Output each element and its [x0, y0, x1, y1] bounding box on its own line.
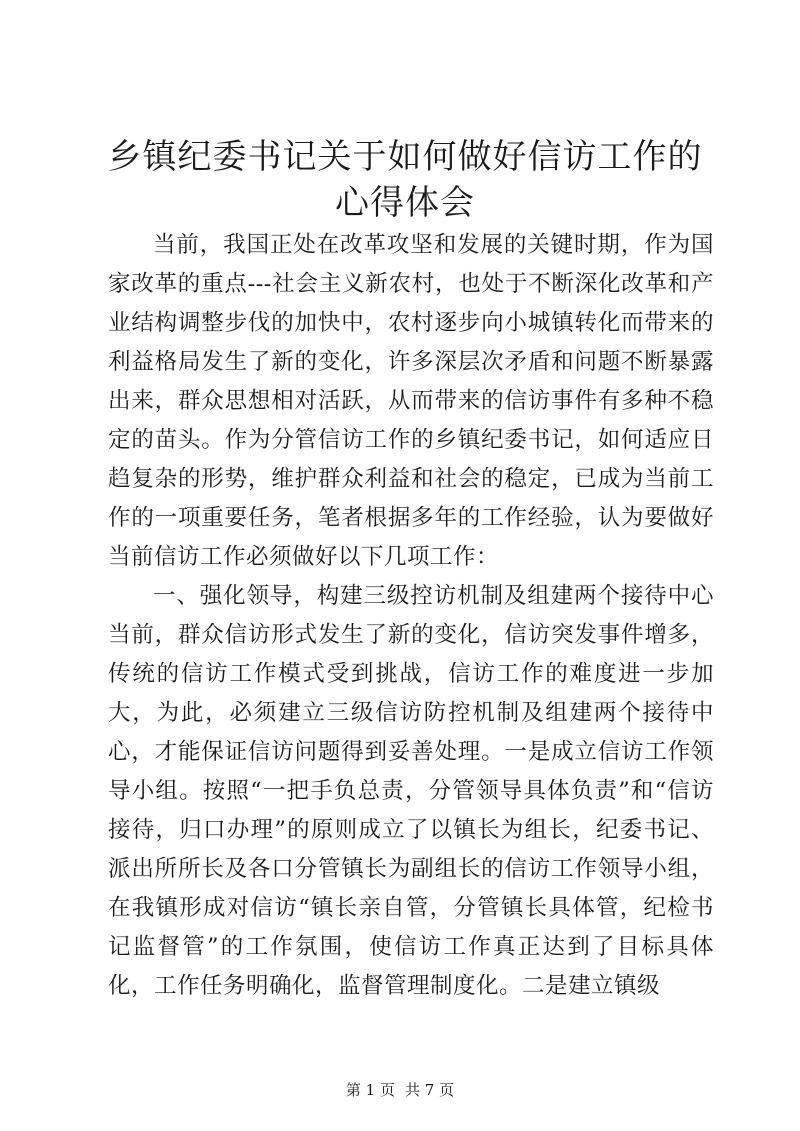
document-title: 乡镇纪委书记关于如何做好信访工作的心得体会 — [107, 137, 703, 223]
paragraph-section-one: 一、强化领导，构建三级控访机制及组建两个接待中心当前，群众信访形式发生了新的变化，信访突发事件增多，传统的信访工作模式受到挑战，信访工作的难度进一步加大，为此，必须建立三级信访防控机制及组建两个接待中心，才能保证信访问题得到妥善处理。一是成立信访工作领导小组。按照“一把手负总责，分管领导具体负责”和“信访接待，归口办理”的原则成立了以镇长为组长，纪委书记、派出所所长及各口分管镇长为副组长的信访工作领导小组，在我镇形成对信访“镇长亲自管，分管镇长具体管，纪检书记监督管”的工作氛围，使信访工作真正达到了目标具体化，工作任务明确化，监督管理制度化。二是建立镇级 — [108, 583, 714, 999]
page-footer — [0, 1080, 800, 1100]
paragraph-intro: 当前，我国正处在改革攻坚和发展的关键时期，作为国家改革的重点---社会主义新农村，也处于不断深化改革和产业结构调整步伐的加快中，农村逐步向小城镇转化而带来的利益格局发生了新的变化，许多深层次矛盾和问题不断暴露出来，群众思想相对活跃，从而带来的信访事件有多种不稳定的苗头。作为分管信访工作的乡镇纪委书记，如何适应日趋复杂的形势，维护群众利益和社会的稳定，已成为当前工作的一项重要任务，笔者根据多年的工作经验，认为要做好当前信访工作必须做好以下几项工作： — [108, 232, 714, 570]
page-total: 共 7 页 — [405, 1081, 455, 1099]
page-number: 第 1 页 — [345, 1081, 395, 1099]
document-body — [108, 226, 714, 1006]
